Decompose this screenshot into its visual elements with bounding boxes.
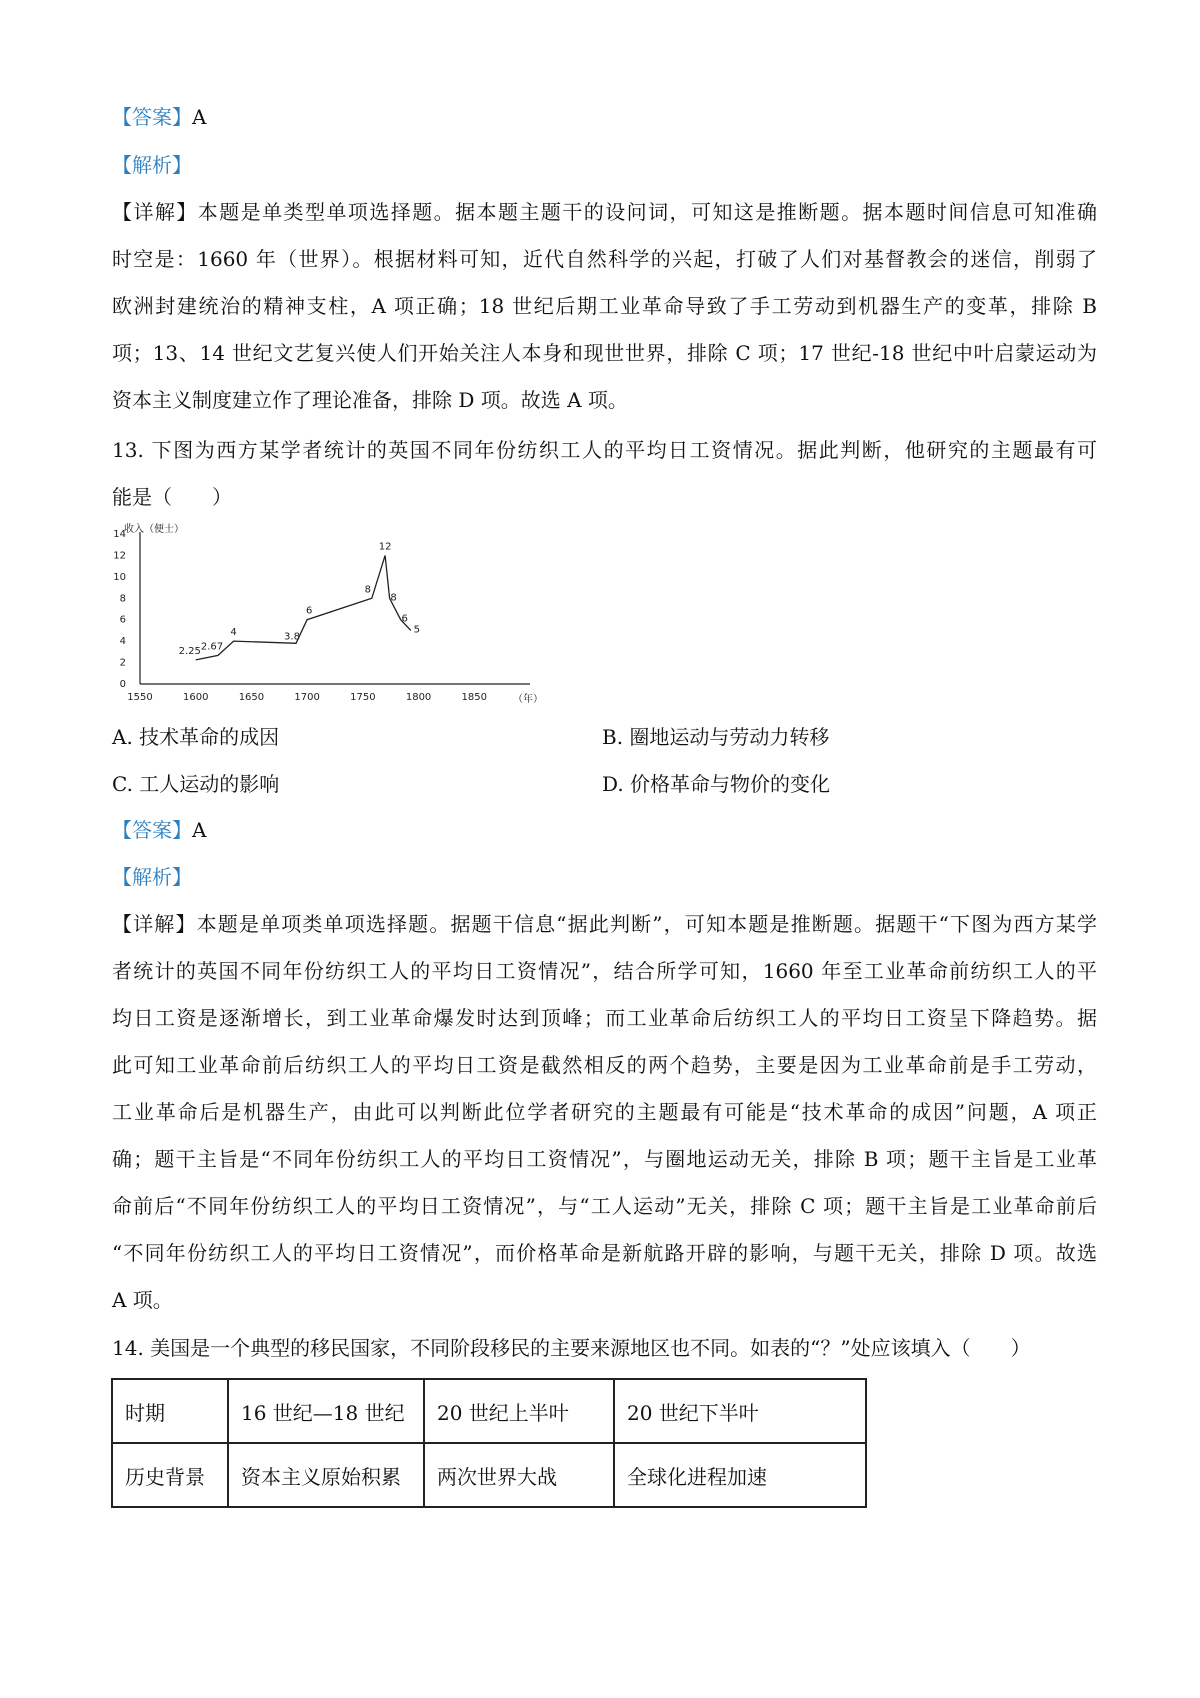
table-cell: 20 世纪下半叶 [614,1379,866,1443]
data-label: 3.8 [284,631,300,643]
chart-x-axis-label: （年） [513,694,543,705]
q13-detail-line-8: “不同年份纺织工人的平均日工资情况”，而价格革命是新航路开辟的影响，与题干无关，排除 D 项。故选 [112,1241,1097,1265]
q12-answer-value: A [192,105,207,129]
table-cell: 时期 [112,1379,228,1443]
table-cell: 资本主义原始积累 [228,1443,424,1507]
q14-table [111,1378,867,1508]
x-tick-label: 1650 [238,692,265,703]
x-tick-label: 1850 [461,692,488,703]
q13-stem-line-2: 能是（ ） [112,485,232,509]
table-cell: 历史背景 [112,1443,228,1507]
q13-detail-line-3: 均日工资是逐渐增长，到工业革命爆发时达到顶峰；而工业革命后纺织工人的平均日工资呈下降趋势。据 [112,1006,1097,1030]
x-tick-label: 1750 [350,692,376,703]
x-tick-label: 1550 [127,692,153,703]
q12-analysis-tag: 【解析】 [112,153,192,177]
q13-detail-line-6: 确；题干主旨是“不同年份纺织工人的平均日工资情况”，与圈地运动无关，排除 B 项；题干主旨是工业革 [112,1147,1097,1171]
y-tick-label: 14 [113,529,126,540]
x-tick-label: 1800 [405,692,432,703]
x-tick-label: 1700 [294,692,320,703]
chart-series [196,555,411,660]
y-tick-label: 0 [119,679,126,690]
data-label: 5 [413,624,420,636]
q13-detail-line-5: 工业革命后是机器生产，由此可以判断此位学者研究的主题最有可能是“技术革命的成因”问题，A 项正 [112,1100,1097,1124]
q13-option-c[interactable]: C. 工人运动的影响 [112,772,280,796]
q13-analysis-tag: 【解析】 [112,865,192,889]
q13-detail-line-9: A 项。 [112,1288,173,1312]
x-tick-label: 1600 [182,692,209,703]
q13-stem-line-1: 13. 下图为西方某学者统计的英国不同年份纺织工人的平均日工资情况。据此判断，他研究的主题最有可 [112,438,1097,462]
q13-detail-line-2: 者统计的英国不同年份纺织工人的平均日工资情况”，结合所学可知，1660 年至工业革命前纺织工人的平 [112,959,1097,983]
wage-line-chart [110,522,550,712]
y-tick-label: 8 [119,593,126,605]
q13-answer-tag: 【答案】 [112,818,192,842]
data-label: 6 [305,605,313,617]
q13-answer-value: A [192,818,207,842]
table-cell: 20 世纪上半叶 [424,1379,614,1443]
data-label: 8 [390,592,397,604]
q13-option-d[interactable]: D. 价格革命与物价的变化 [602,772,831,796]
q13-option-a[interactable]: A. 技术革命的成因 [112,725,280,749]
data-label: 8 [364,584,371,596]
q13-detail-line-7: 命前后“不同年份纺织工人的平均日工资情况”，与“工人运动”无关，排除 C 项；题干主旨是工业革命前后 [112,1194,1097,1218]
table-cell: 全球化进程加速 [614,1443,866,1507]
data-label: 2.67 [200,641,224,653]
chart-axes [140,532,530,684]
table-row [112,1443,866,1507]
data-label: 2.25 [178,645,201,657]
table-cell: 两次世界大战 [424,1443,614,1507]
q12-detail-line-4: 项；13、14 世纪文艺复兴使人们开始关注人本身和现世世界，排除 C 项；17 世纪-18 世纪中叶启蒙运动为 [112,341,1097,365]
data-label: 6 [401,613,408,625]
chart-ticks [113,529,487,703]
q12-answer-line [112,104,206,130]
q12-answer-tag: 【答案】 [112,105,192,129]
q14-stem: 14. 美国是一个典型的移民国家，不同阶段移民的主要来源地区也不同。如表的“？”处应该填入（ ） [112,1336,1031,1360]
data-label: 4 [230,627,237,639]
q13-option-b[interactable]: B. 圈地运动与劳动力转移 [602,725,830,749]
y-tick-label: 10 [113,571,126,583]
chart-y-axis-label: 收入（便士） [124,524,184,535]
q13-answer-line [112,817,206,843]
q12-detail-line-1: 【详解】本题是单类型单项选择题。据本题主题干的设问词，可知这是推断题。据本题时间信息可知准确 [112,200,1097,224]
table-cell: 16 世纪—18 世纪 [228,1379,424,1443]
q13-detail-line-4: 此可知工业革命前后纺织工人的平均日工资是截然相反的两个趋势，主要是因为工业革命前是手工劳动， [112,1053,1097,1077]
wage-series-line [196,555,411,660]
table-row [112,1379,866,1443]
q12-detail-line-3: 欧洲封建统治的精神支柱，A 项正确；18 世纪后期工业革命导致了手工劳动到机器生产的变革，排除 B [112,294,1097,318]
q12-detail-line-2: 时空是：1660 年（世界）。根据材料可知，近代自然科学的兴起，打破了人们对基督教会的迷信，削弱了 [112,247,1097,271]
q13-detail-line-1: 【详解】本题是单项类单项选择题。据题干信息“据此判断”，可知本题是推断题。据题干“下图为西方某学 [112,912,1097,936]
y-tick-label: 2 [119,657,126,669]
q12-detail-line-5: 资本主义制度建立作了理论准备，排除 D 项。故选 A 项。 [112,388,628,412]
y-tick-label: 6 [119,614,126,626]
data-label: 12 [378,541,392,553]
y-tick-label: 4 [119,636,126,648]
y-tick-label: 12 [113,550,126,562]
